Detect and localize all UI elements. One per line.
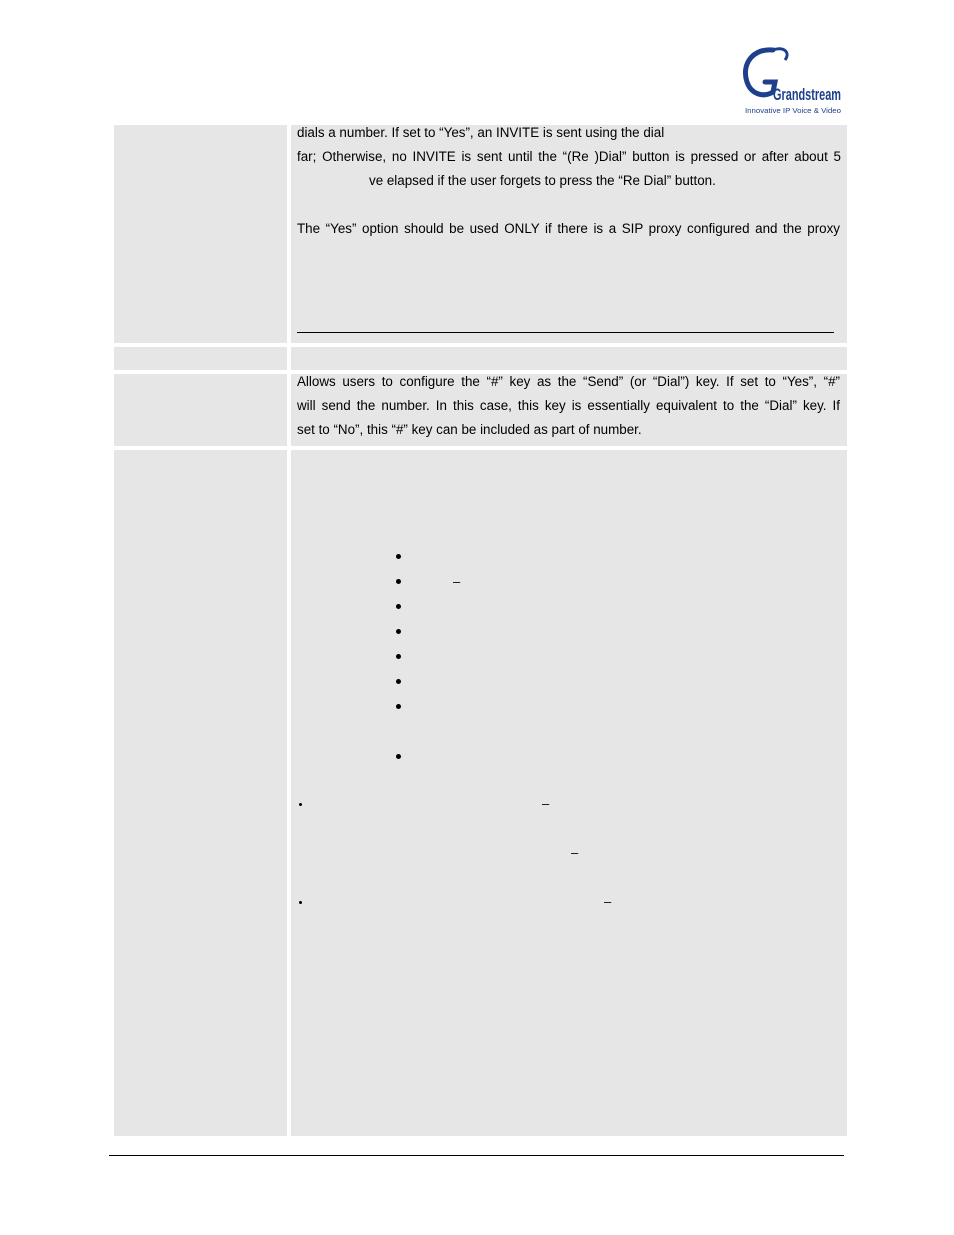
row1-line1: dials a number. If set to “Yes”, an INVITE is sent using the dial — [297, 125, 665, 140]
row4-desc-cell — [291, 450, 847, 1136]
list-bullet — [396, 604, 401, 609]
list-bullet — [396, 704, 401, 709]
list-bullet — [396, 654, 401, 659]
list-bullet — [396, 579, 401, 584]
list-bullet — [396, 754, 401, 759]
list-dash: – — [453, 574, 461, 589]
grandstream-logo — [733, 42, 847, 120]
row1-line2: far; Otherwise, no INVITE is sent until the “(Re )Dial” button is pressed or after about 5 — [297, 149, 841, 164]
row3-desc-cell — [291, 374, 847, 446]
list-dash: – — [571, 845, 579, 860]
footer-rule — [109, 1155, 844, 1156]
row1-line4: The “Yes” option should be used ONLY if there is a SIP proxy configured and the proxy — [297, 221, 840, 236]
row4-label-cell — [114, 450, 287, 1136]
logo-swirl — [745, 50, 775, 95]
row1-desc-cell — [291, 125, 847, 343]
logo-word: Grandstream — [773, 85, 841, 104]
row1-underline — [297, 332, 834, 333]
list-dash: – — [542, 796, 550, 811]
row2-label-cell — [114, 347, 287, 370]
row3-line2: will send the number. In this case, this key is essentially equivalent to the “Dial” key. If — [297, 398, 840, 413]
logo-swirl-tail — [773, 49, 787, 60]
row1-label-cell — [114, 125, 287, 343]
row2-desc-cell — [291, 347, 847, 370]
list-bullet — [396, 554, 401, 559]
list-dash: – — [604, 894, 612, 909]
list-bullet — [396, 679, 401, 684]
row3-line1: Allows users to configure the “#” key as the “Send” (or “Dial”) key. If set to “Yes”, “#” — [297, 374, 840, 389]
list-bullet-small — [299, 901, 302, 904]
list-bullet — [396, 629, 401, 634]
row1-line3: ve elapsed if the user forgets to press the “Re Dial” button. — [369, 173, 716, 188]
row3-label-cell — [114, 374, 287, 446]
row3-line3: set to “No”, this “#” key can be included as part of number. — [297, 422, 642, 437]
list-bullet-small — [299, 803, 302, 806]
logo-tagline: Innovative IP Voice & Video — [745, 108, 842, 115]
